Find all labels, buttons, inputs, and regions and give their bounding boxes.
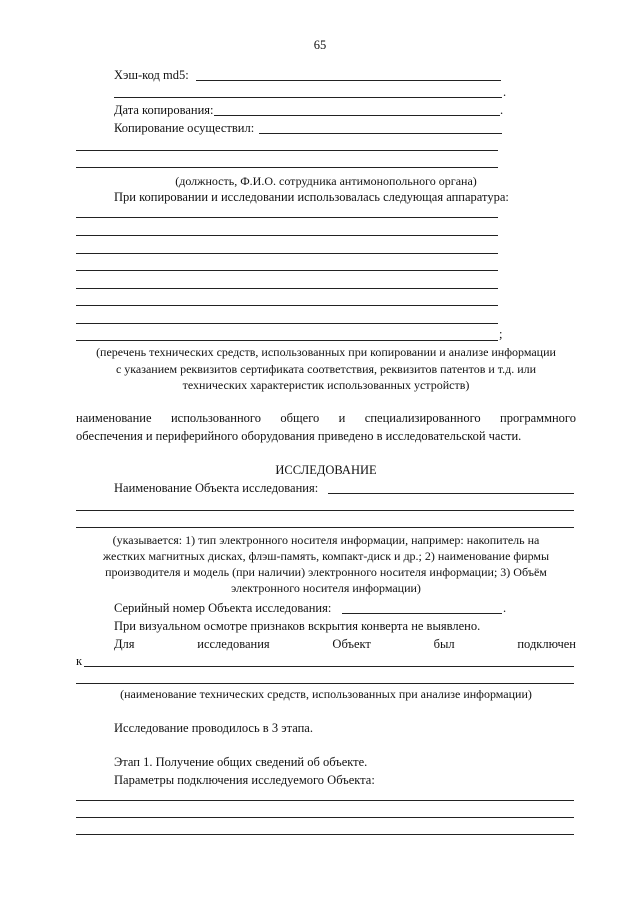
equipment-line-4[interactable]	[76, 270, 498, 271]
equipment-line-1[interactable]	[76, 217, 498, 218]
serial-label: Серийный номер Объекта исследования:	[114, 601, 332, 615]
params-line-2[interactable]	[76, 817, 574, 818]
object-name-field-line-2[interactable]	[76, 510, 574, 511]
connected-word: подключен	[517, 637, 576, 651]
copied-by-label: Копирование осуществил:	[114, 121, 255, 135]
md5-label: Хэш-код md5:	[114, 68, 189, 82]
params-label: Параметры подключения исследуемого Объекта:	[114, 773, 375, 787]
connected-to-field-line[interactable]	[84, 666, 574, 667]
equipment-line-5[interactable]	[76, 288, 498, 289]
params-line-3[interactable]	[76, 834, 574, 835]
connected-to-label: к	[76, 654, 83, 668]
software-note-word: программного	[500, 411, 576, 425]
means-caption: (наименование технических средств, использованных при анализе информации)	[120, 687, 532, 701]
software-note-word: специализированного	[364, 411, 481, 425]
copied-by-field-line-2[interactable]	[76, 150, 498, 151]
object-name-label: Наименование Объекта исследования:	[114, 481, 319, 495]
software-note-word: наименование	[76, 411, 152, 425]
software-note-line-1	[76, 411, 576, 425]
connected-word: исследования	[197, 637, 270, 651]
official-caption: (должность, Ф.И.О. сотрудника антимонопольного органа)	[175, 174, 477, 188]
copied-by-field-line[interactable]	[259, 133, 502, 134]
connected-word: Объект	[332, 637, 371, 651]
object-name-field-line[interactable]	[328, 493, 574, 494]
copy-date-dot: .	[500, 103, 504, 117]
params-line-1[interactable]	[76, 800, 574, 801]
connected-word: Для	[114, 637, 135, 651]
equipment-caption-line-3: технических характеристик использованных устройств)	[182, 378, 470, 392]
stages-text: Исследование проводилось в 3 этапа.	[114, 721, 313, 735]
copy-date-label: Дата копирования:	[114, 103, 214, 117]
copy-date-field-line[interactable]	[214, 115, 500, 116]
md5-dot: .	[503, 85, 507, 99]
equipment-line-3[interactable]	[76, 253, 498, 254]
object-caption-line-2: жестких магнитных дисках, флэш-память, компакт-диск и др.; 2) наименование фирмы	[102, 549, 550, 563]
serial-dot: .	[503, 601, 507, 615]
connected-to-field-line-2[interactable]	[76, 683, 574, 684]
envelope-text: При визуальном осмотре признаков вскрытия конверта не выявлено.	[114, 619, 481, 633]
md5-field-line-2[interactable]	[114, 97, 502, 98]
object-caption-line-3: производителя и модель (при наличии) электронного носителя информации; 3) Объём	[105, 565, 547, 579]
md5-field-line[interactable]	[196, 80, 501, 81]
page-number: 65	[313, 38, 327, 52]
equipment-line-8[interactable]	[76, 340, 498, 341]
object-caption-line-4: электронного носителя информации)	[231, 581, 421, 595]
equipment-line-6[interactable]	[76, 305, 498, 306]
serial-field-line[interactable]	[342, 613, 502, 614]
object-name-field-line-3[interactable]	[76, 527, 574, 528]
equipment-caption-line-2: с указанием реквизитов сертификата соответствия, реквизитов патентов и т.д. или	[115, 362, 537, 376]
software-note-word: и	[338, 411, 346, 425]
object-caption-line-1: (указывается: 1) тип электронного носителя информации, например: накопитель на	[112, 533, 540, 547]
equipment-intro: При копировании и исследовании использовалась следующая аппаратура:	[114, 190, 509, 204]
software-note-line-2: обеспечения и периферийного оборудования приведено в исследовательской части.	[76, 429, 522, 443]
software-note-word: использованного	[170, 411, 261, 425]
equipment-caption-line-1: (перечень технических средств, использованных при копировании и анализе информации	[96, 345, 556, 359]
equipment-line-7[interactable]	[76, 323, 498, 324]
software-note-word: общего	[280, 411, 320, 425]
stage-1-title: Этап 1. Получение общих сведений об объекте.	[114, 755, 368, 769]
equipment-line-2[interactable]	[76, 235, 498, 236]
copied-by-field-line-3[interactable]	[76, 167, 498, 168]
research-heading: ИССЛЕДОВАНИЕ	[275, 463, 377, 477]
equipment-semicolon: ;	[499, 327, 503, 341]
connected-word: был	[433, 637, 455, 651]
connected-line	[114, 637, 576, 651]
